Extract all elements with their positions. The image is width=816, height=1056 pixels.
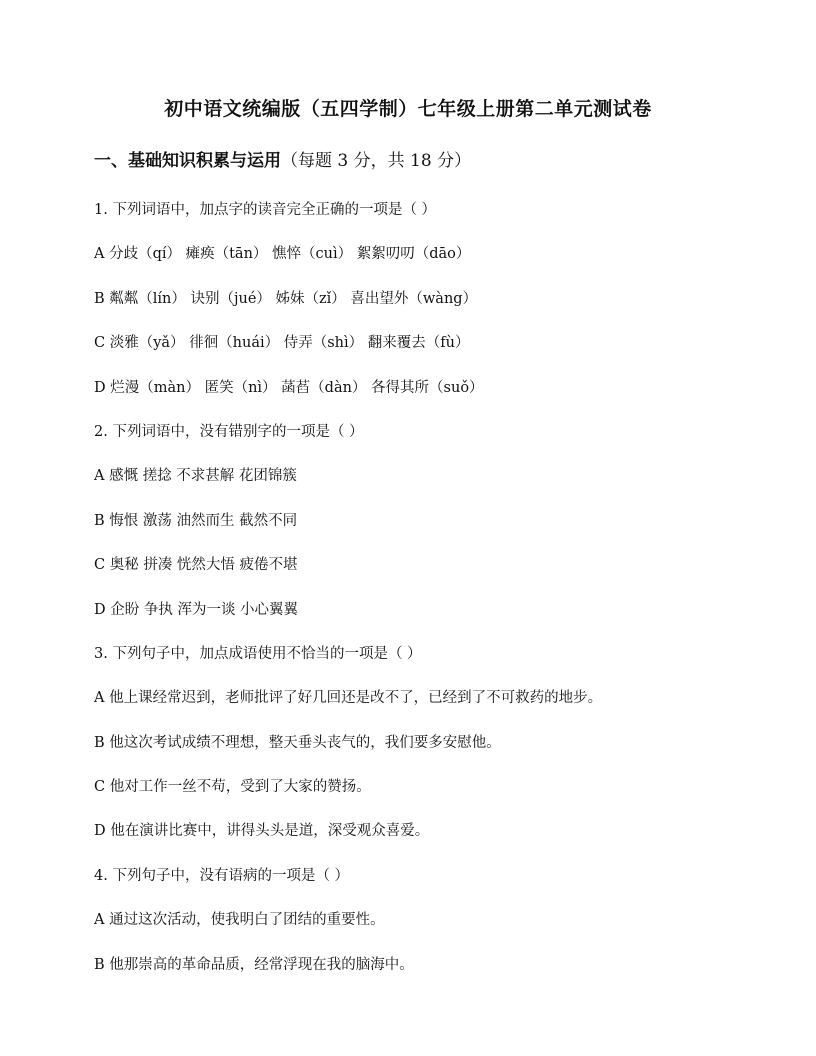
question-1-option-d: D 烂漫（màn） 匿笑（nì） 菡萏（dàn） 各得其所（suǒ）	[94, 379, 484, 396]
question-1-stem: 1. 下列词语中，加点字的读音完全正确的一项是（ ）	[94, 202, 437, 218]
question-2-option-c: C 奥秘 拼凑 恍然大悟 疲倦不堪	[94, 557, 298, 574]
question-3-option-c: C 他对工作一丝不苟，受到了大家的赞扬。	[94, 779, 371, 796]
question-3-stem: 3. 下列句子中，加点成语使用不恰当的一项是（ ）	[94, 645, 422, 662]
question-4-option-b: B 他那崇高的革命品质，经常浮现在我的脑海中。	[94, 956, 414, 973]
question-2-option-b: B 悔恨 激荡 油然而生 截然不同	[94, 512, 298, 529]
question-1-option-a: A 分歧（qí） 瘫痪（tān） 憔悴（cuì） 絮絮叨叨（dāo）	[94, 246, 471, 263]
question-3-option-d: D 他在演讲比赛中，讲得头头是道，深受观众喜爱。	[94, 823, 430, 840]
question-1-option-c: C 淡雅（yǎ） 徘徊（huái） 侍弄（shì） 翻来覆去（fù）	[94, 335, 470, 352]
question-list	[94, 196, 734, 995]
question-3-option-a: A 他上课经常迟到，老师批评了好几回还是改不了，已经到了不可救药的地步。	[94, 690, 603, 707]
question-3-option-b: B 他这次考试成绩不理想，整天垂头丧气的，我们要多安慰他。	[94, 734, 501, 751]
question-4-option-a: A 通过这次活动，使我明白了团结的重要性。	[94, 912, 385, 929]
question-2-stem: 2. 下列词语中，没有错别字的一项是（ ）	[94, 423, 364, 440]
section-heading-note: （每题 3 分，共 18 分）	[281, 151, 472, 171]
section-heading-label: 一、基础知识积累与运用	[94, 151, 281, 171]
section-heading	[94, 146, 471, 176]
question-2-option-a: A 感慨 搓捻 不求甚解 花团锦簇	[94, 468, 297, 485]
question-2-option-d: D 企盼 争执 浑为一谈 小心翼翼	[94, 601, 299, 618]
document-title: 初中语文统编版（五四学制）七年级上册第二单元测试卷	[164, 98, 652, 120]
question-1-option-b: B 粼粼（lín） 诀别（jué） 姊妹（zǐ） 喜出望外（wàng）	[94, 290, 478, 307]
question-4-stem: 4. 下列句子中，没有语病的一项是（ ）	[94, 867, 350, 884]
